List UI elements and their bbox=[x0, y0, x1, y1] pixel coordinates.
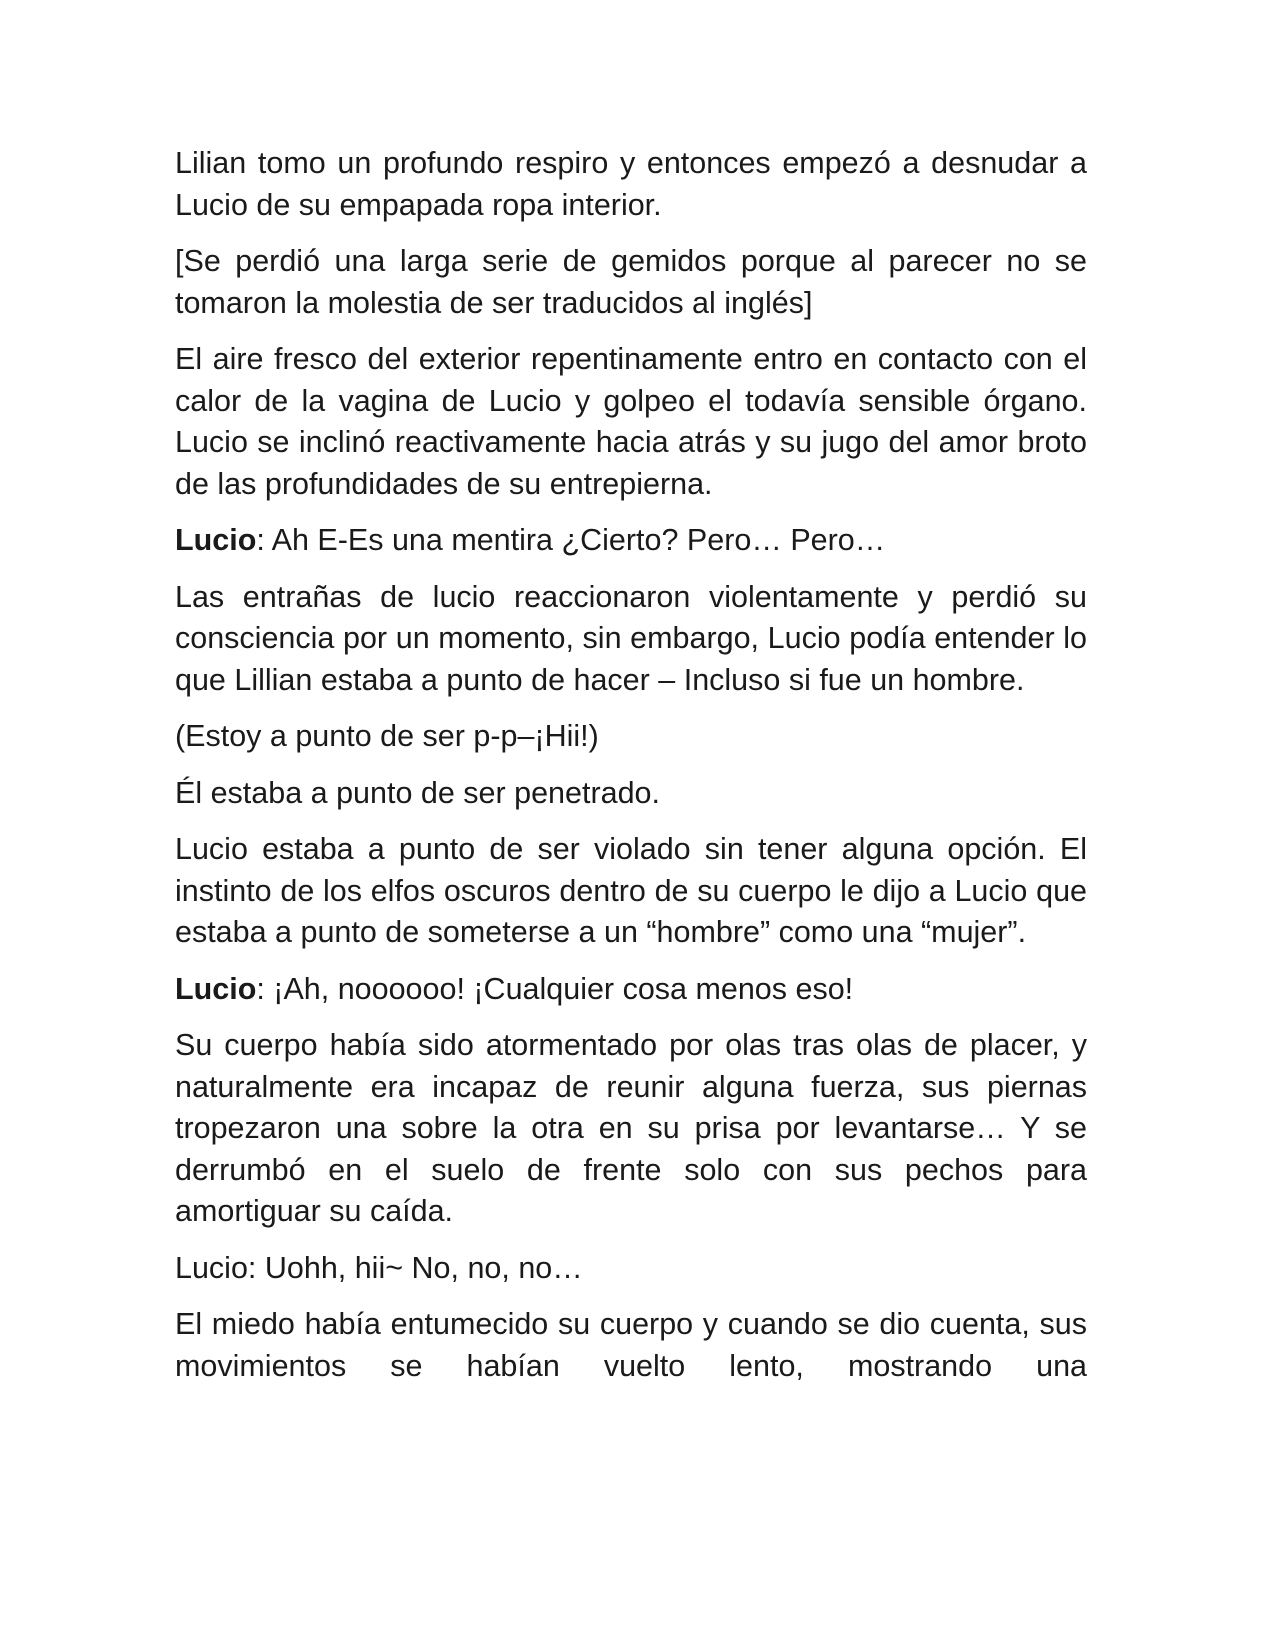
speaker-name: Lucio bbox=[175, 971, 257, 1006]
paragraph bbox=[175, 339, 1087, 505]
dialogue-line bbox=[175, 520, 1087, 562]
dialogue-line bbox=[175, 969, 1087, 1011]
paragraph-text: Lilian tomo un profundo respiro y entonces empezó a desnudar a Lucio de su empapada ropa interior. bbox=[175, 146, 1087, 222]
paragraph bbox=[175, 773, 1087, 815]
paragraph bbox=[175, 143, 1087, 226]
paragraph bbox=[175, 716, 1087, 758]
paragraph-text: El miedo había entumecido su cuerpo y cuando se dio cuenta, sus movimientos se habían vuelto lento, mostrando una bbox=[175, 1307, 1087, 1383]
paragraph-text: Él estaba a punto de ser penetrado. bbox=[175, 775, 660, 810]
paragraph bbox=[175, 1304, 1087, 1387]
paragraph bbox=[175, 1248, 1087, 1290]
paragraph-text: Lucio: Uohh, hii~ No, no, no… bbox=[175, 1250, 583, 1285]
dialogue-text: : ¡Ah, noooooo! ¡Cualquier cosa menos eso! bbox=[256, 971, 854, 1006]
speaker-name: Lucio bbox=[175, 523, 257, 557]
paragraph-text: Lucio estaba a punto de ser violado sin tener alguna opción. El instinto de los elfos oscuros dentro de su cuerpo le dijo a Lucio que estaba a punto de someterse a un “hombre” como una “mujer”. bbox=[175, 832, 1087, 949]
paragraph bbox=[175, 829, 1087, 954]
paragraph bbox=[175, 577, 1087, 702]
document-page bbox=[175, 143, 1087, 1402]
paragraph-text: (Estoy a punto de ser p-p–¡Hii!) bbox=[175, 719, 599, 753]
paragraph-text: Su cuerpo había sido atormentado por olas tras olas de placer, y naturalmente era incapaz de reunir alguna fuerza, sus piernas tropezaron una sobre la otra en su prisa por levantarse… Y se derrumbó en el suelo de frente solo con sus pechos para amortiguar su caída. bbox=[175, 1028, 1087, 1228]
paragraph-text: Las entrañas de lucio reaccionaron violentamente y perdió su consciencia por un momento, sin embargo, Lucio podía entender lo que Lillian estaba a punto de hacer – Incluso si fue un hombre. bbox=[175, 579, 1087, 697]
paragraph bbox=[175, 241, 1087, 324]
dialogue-text: : Ah E-Es una mentira ¿Cierto? Pero… Pero… bbox=[256, 523, 886, 557]
paragraph-text: [Se perdió una larga serie de gemidos porque al parecer no se tomaron la molestia de ser traducidos al inglés] bbox=[175, 244, 1087, 320]
paragraph-text: El aire fresco del exterior repentinamente entro en contacto con el calor de la vagina de Lucio y golpeo el todavía sensible órgano. Lucio se inclinó reactivamente hacia atrás y su jugo del amor broto de las profundidades de su entrepierna. bbox=[175, 342, 1087, 501]
paragraph bbox=[175, 1025, 1087, 1233]
